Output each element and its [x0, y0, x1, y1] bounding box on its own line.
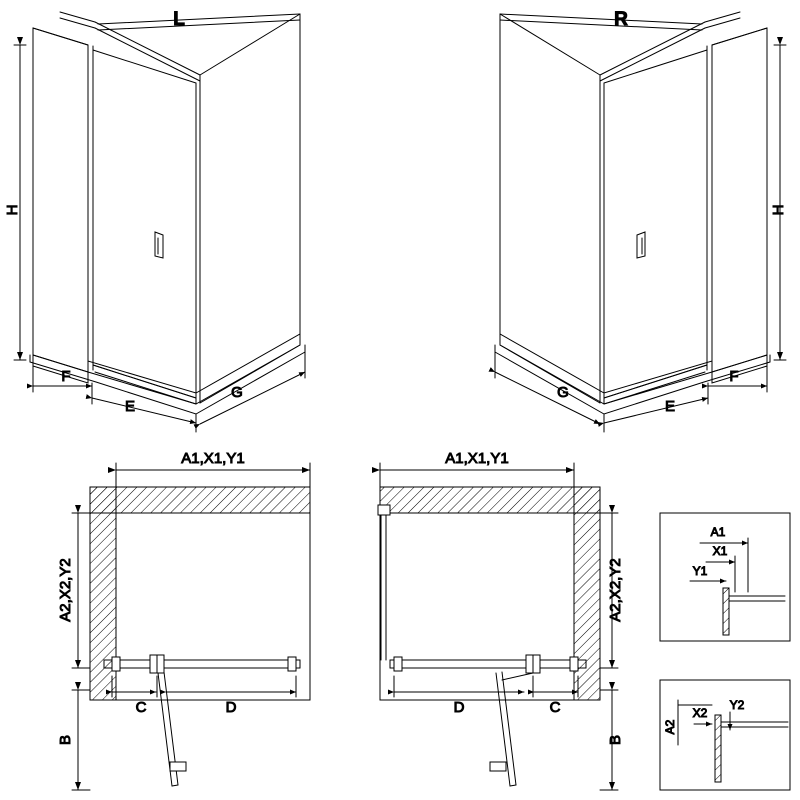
- variant-label-r: R: [614, 9, 628, 30]
- plan-right-side-dim: A2,X2,Y2: [607, 558, 624, 622]
- plan-left-label-c: C: [135, 699, 147, 716]
- label-g-right: G: [557, 384, 569, 401]
- detail-top-label-a1: A1: [710, 525, 726, 539]
- plan-left-side-dim: A2,X2,Y2: [57, 558, 74, 622]
- plan-left-label-d: D: [225, 699, 237, 716]
- plan-right-top-dim: A1,X1,Y1: [445, 450, 509, 467]
- detail-view-bottom: [660, 680, 790, 790]
- label-g-left: G: [231, 384, 243, 401]
- plan-right-label-d: D: [453, 699, 465, 716]
- label-f-right: F: [729, 368, 739, 385]
- detail-view-top: [660, 513, 790, 641]
- detail-top-label-x1: X1: [712, 544, 728, 558]
- detail-bottom-label-y2: Y2: [729, 698, 745, 712]
- label-f-left: F: [61, 368, 71, 385]
- iso-view-left: [4, 9, 305, 432]
- plan-left-swing-dim: B: [57, 734, 74, 746]
- plan-right-swing-dim: B: [607, 734, 624, 746]
- plan-right-label-c: C: [549, 699, 561, 716]
- detail-bottom-label-x2: X2: [692, 706, 708, 720]
- detail-top-label-y1: Y1: [692, 564, 708, 578]
- label-height-left: H: [4, 204, 21, 216]
- label-e-left: E: [124, 398, 136, 415]
- iso-view-right: [495, 9, 787, 432]
- plan-left-top-dim: A1,X1,Y1: [181, 450, 245, 467]
- label-height-right: H: [770, 204, 787, 216]
- plan-view-right: [378, 450, 624, 790]
- variant-label-l: L: [173, 9, 185, 30]
- detail-bottom-label-a2: A2: [663, 719, 677, 735]
- label-e-right: E: [664, 398, 676, 415]
- plan-view-left: [57, 450, 310, 790]
